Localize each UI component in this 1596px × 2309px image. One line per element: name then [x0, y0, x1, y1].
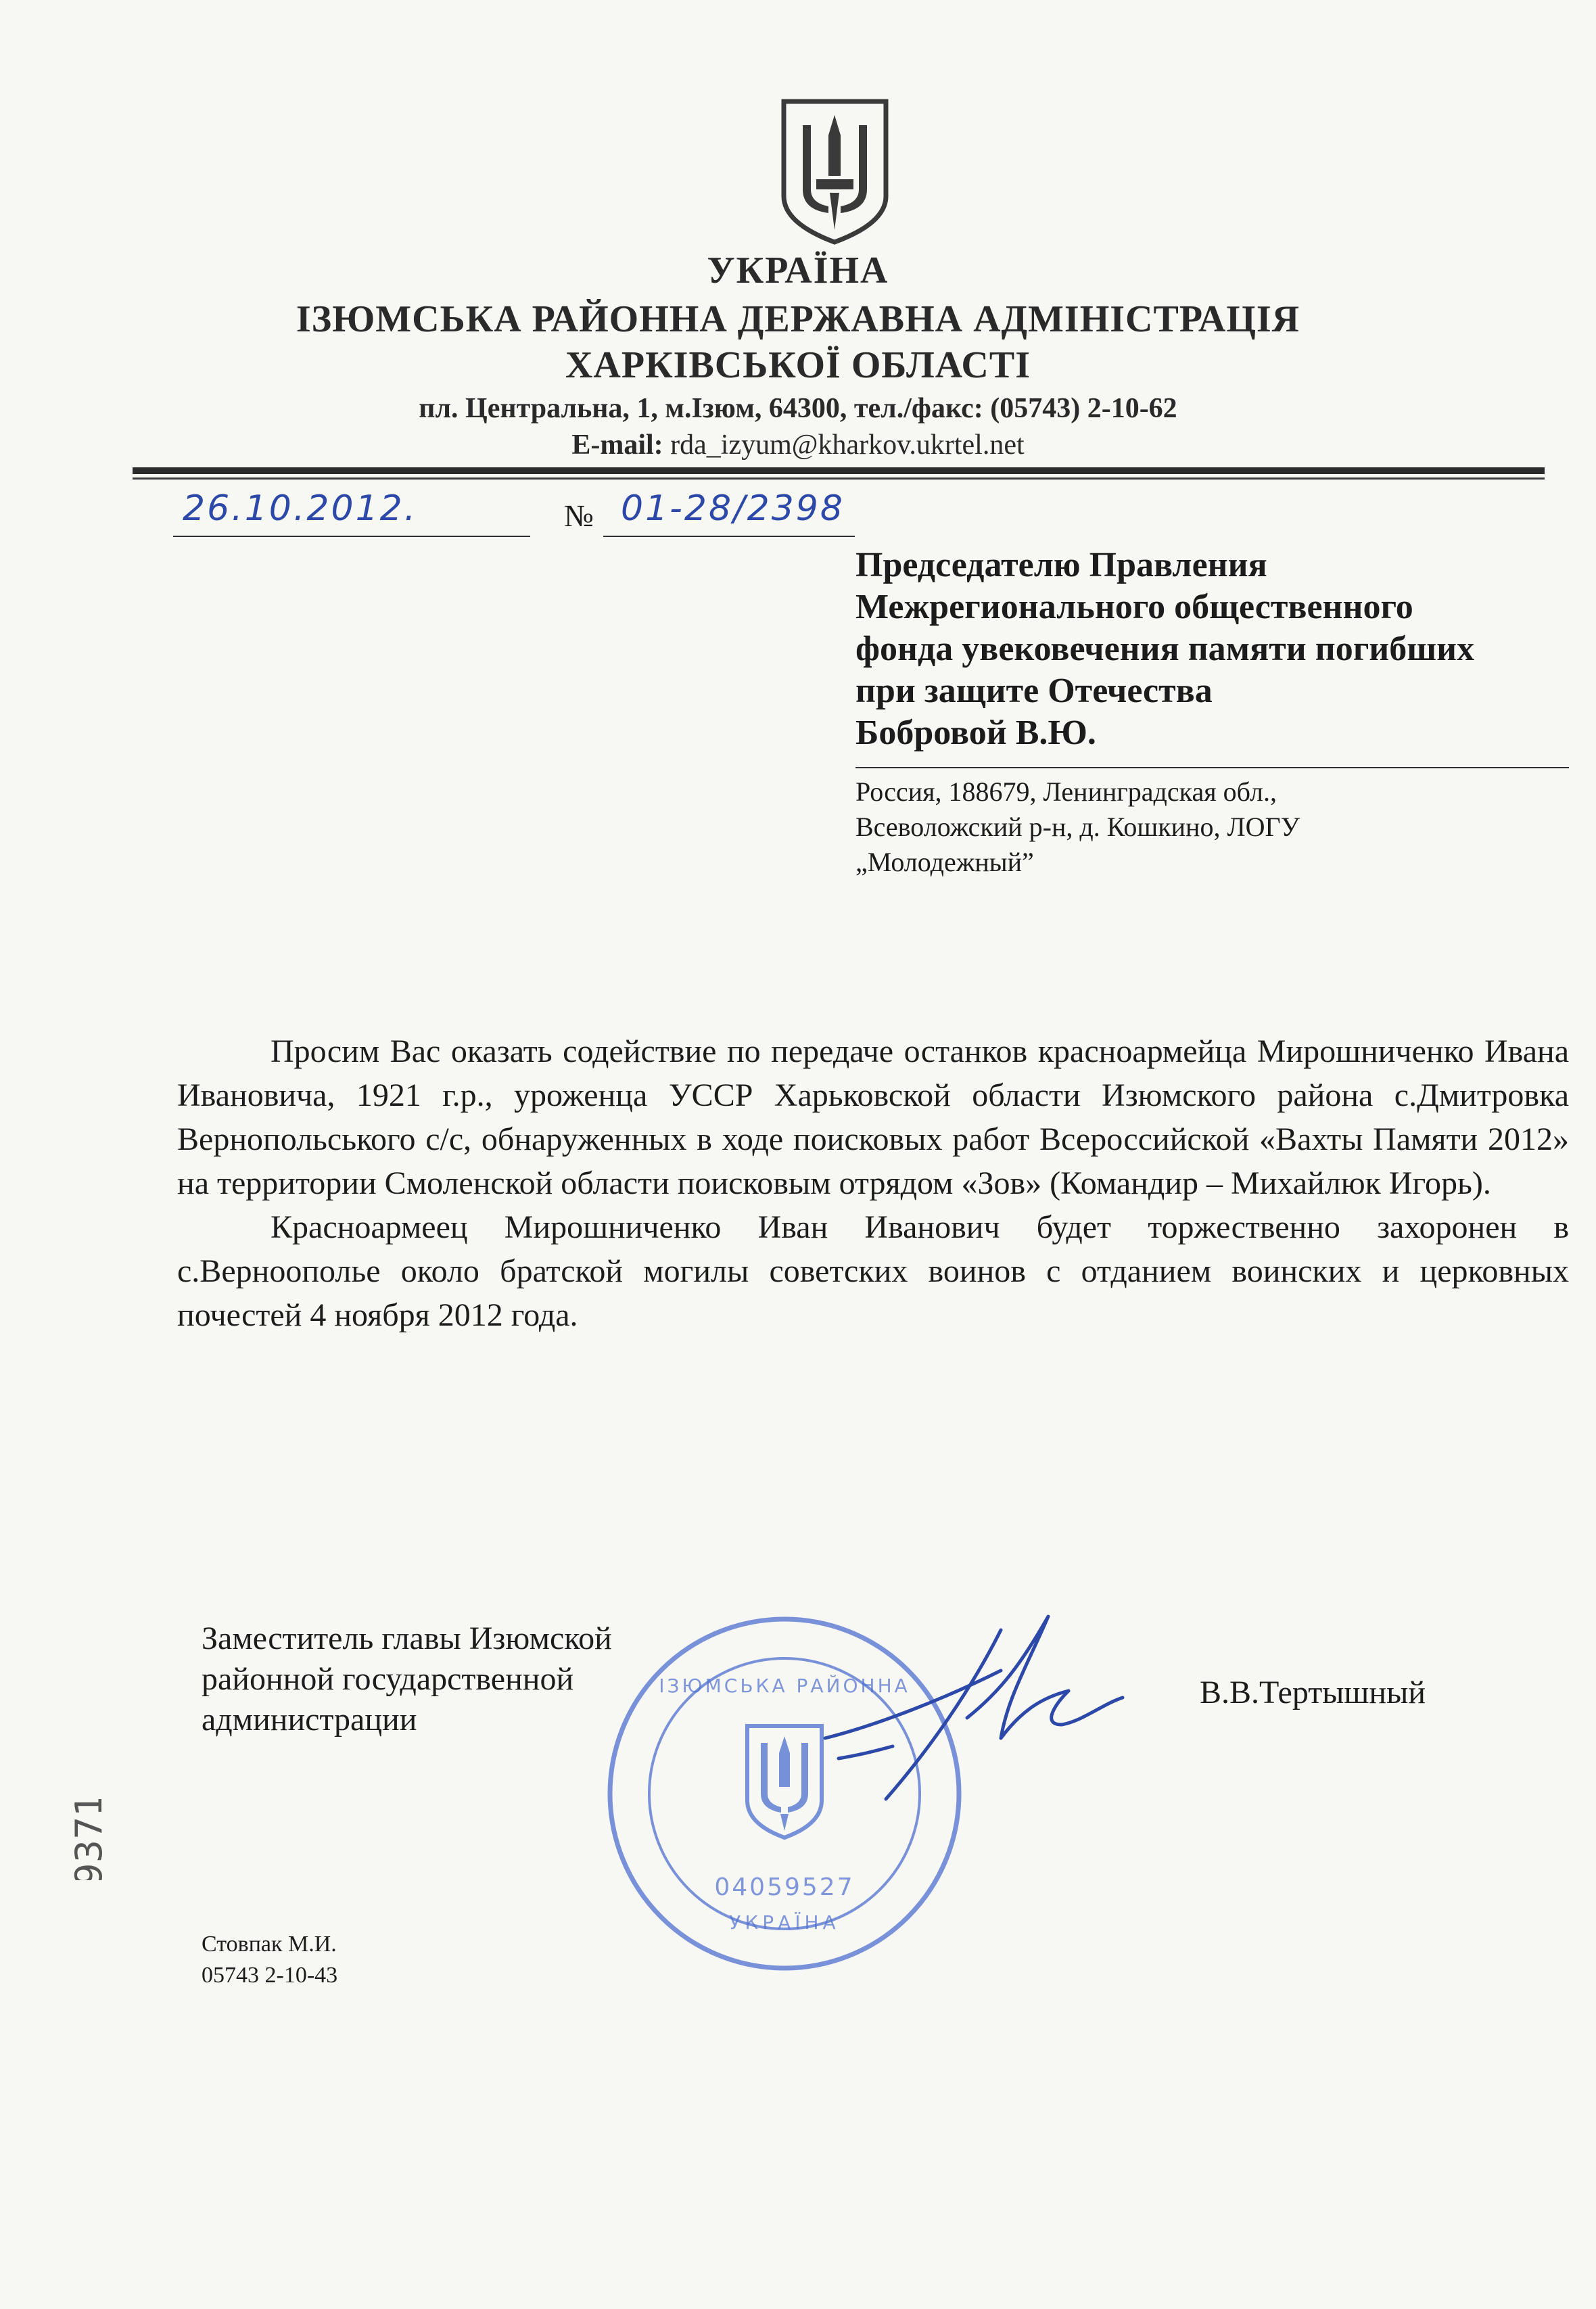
archive-number	[27, 1799, 149, 1880]
email-label: E-mail:	[571, 429, 663, 461]
trident-coat-of-arms-icon	[776, 95, 894, 247]
archive-number-text: 9371	[68, 1799, 110, 1880]
postal-line: „Молодежный”	[855, 847, 1034, 877]
addressee-line: Межрегионального общественного	[855, 588, 1413, 626]
stamp-code: 04059527	[714, 1873, 855, 1901]
position-line: районной государственной	[202, 1661, 574, 1697]
addressee-line: при защите Отечества	[855, 672, 1213, 710]
letterhead-divider-thin	[133, 477, 1545, 480]
email-address: rda_izyum@kharkov.ukrtel.net	[670, 429, 1025, 461]
number-sign: №	[564, 498, 594, 533]
addressee-postal-block	[855, 774, 1572, 880]
date-underline	[173, 536, 530, 537]
letter-body	[177, 1029, 1569, 1337]
executor-phone: 05743 2-10-43	[202, 1963, 338, 1988]
handwritten-signature	[798, 1589, 1150, 1813]
addressee-block	[855, 544, 1572, 754]
body-paragraph: Просим Вас оказать содействие по передаче останков красноармейца Мирошниченко Ивана Ивановича, 1921 г.р., уроженца УССР Харьковской области Изюмского района с.Дмитровка Вернопольського с/с, обнаруженных в ходе поисковых работ Всероссийской «Вахты Памяти 2012» на территории Смоленской области поисковым отрядом «Зов» (Командир – Михайлюк Игорь).	[177, 1033, 1569, 1201]
position-line: Заместитель главы Изюмской	[202, 1620, 612, 1656]
position-line: администрации	[202, 1702, 417, 1737]
addressee-line: Председателю Правления	[855, 546, 1267, 584]
addressee-line: фонда увековечения памяти погибших	[855, 630, 1475, 668]
number-underline	[603, 536, 855, 537]
executor-block	[202, 1929, 337, 1991]
document-number: 01-28/2398	[621, 488, 845, 529]
letterhead-country: УКРАЇНА	[707, 250, 889, 291]
stamp-country: УКРАЇНА	[729, 1911, 840, 1934]
letterhead-divider	[133, 467, 1545, 474]
document-date: 26.10.2012.	[183, 488, 418, 529]
letterhead-administration: ІЗЮМСЬКА РАЙОННА ДЕРЖАВНА АДМІНІСТРАЦІЯ	[296, 298, 1300, 340]
signatory-position	[202, 1618, 612, 1740]
addressee-divider	[855, 767, 1569, 768]
addressee-name: Бобровой В.Ю.	[855, 714, 1096, 752]
svg-text:ІЗЮМСЬКА РАЙОННА: ІЗЮМСЬКА РАЙОННА	[659, 1675, 910, 1697]
letterhead-region: ХАРКІВСЬКОЇ ОБЛАСТІ	[565, 344, 1031, 386]
body-paragraph: Красноармеец Мирошниченко Иван Иванович будет торжественно захоронен в с.Верноополье около братской могилы советских воинов с отданием воинских и церковных почестей 4 ноября 2012 года.	[177, 1209, 1569, 1333]
letterhead-address: пл. Центральна, 1, м.Ізюм, 64300, тел./факс: (05743) 2-10-62	[419, 393, 1177, 424]
postal-line: Россия, 188679, Ленинградская обл.,	[855, 776, 1277, 807]
executor-name: Стовпак М.И.	[202, 1932, 337, 1957]
signatory-name: В.В.Тертышный	[1200, 1675, 1426, 1710]
letterhead-email	[0, 429, 1596, 461]
postal-line: Всеволожский р-н, д. Кошкино, ЛОГУ	[855, 812, 1300, 842]
